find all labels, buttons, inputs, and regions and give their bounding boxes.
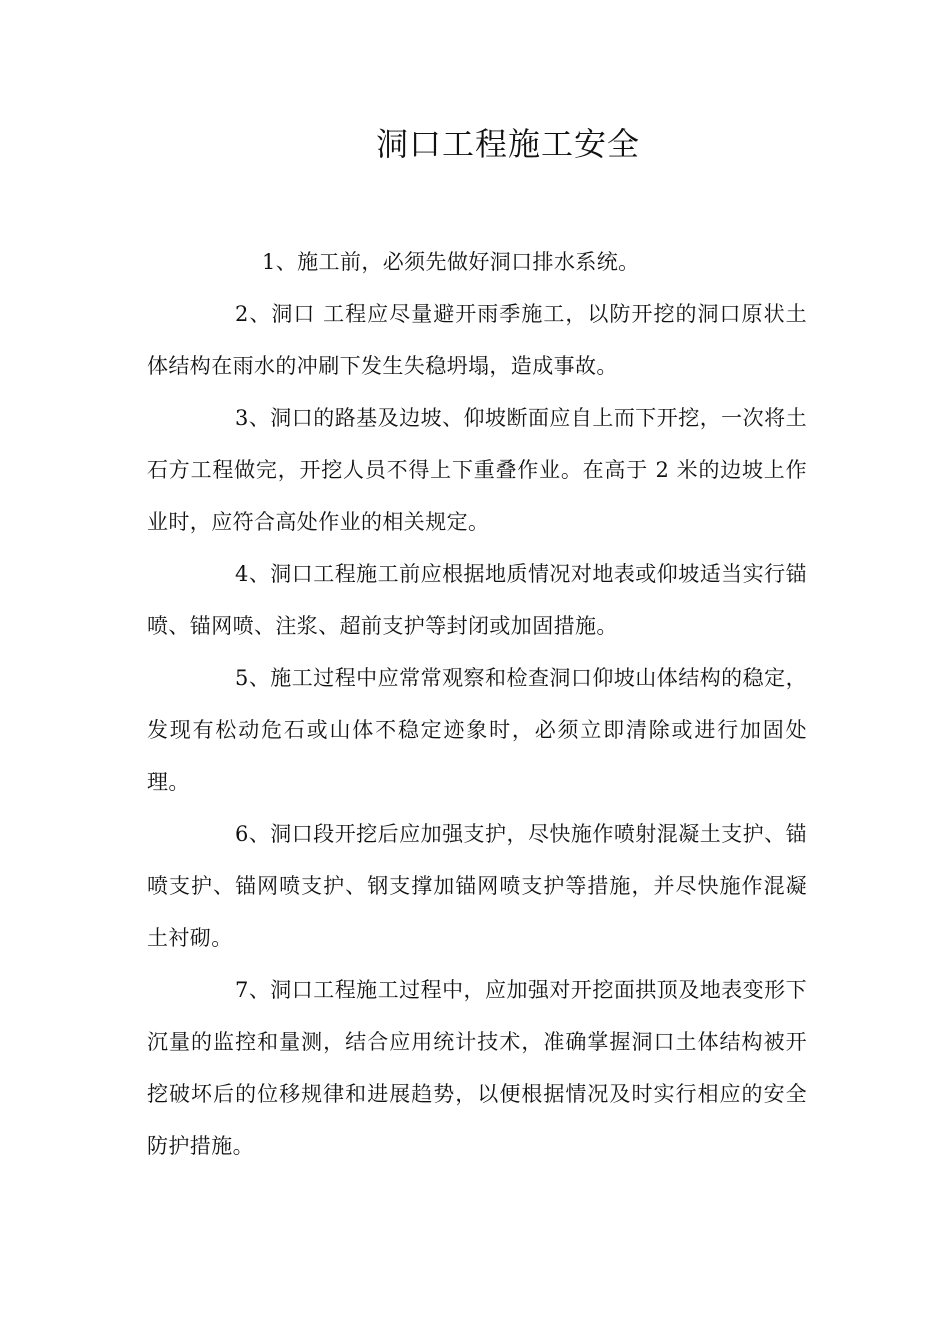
paragraph-7: 7、洞口工程施工过程中，应加强对开挖面拱顶及地表变形下沉量的监控和量测，结合应用统计技术，准确掌握洞口土体结构被开挖破坏后的位移规律和进展趋势，以便根据情况及时实行相应的安全防护措施。: [147, 978, 807, 1158]
document-body: [147, 236, 807, 1172]
paragraph-1: 1、施工前，必须先做好洞口排水系统。: [262, 250, 640, 274]
paragraph-6: 6、洞口段开挖后应加强支护，尽快施作喷射混凝土支护、锚喷支护、锚网喷支护、钢支撑加锚网喷支护等措施，并尽快施作混凝土衬砌。: [147, 822, 807, 950]
paragraph-3: 3、洞口的路基及边坡、仰坡断面应自上而下开挖，一次将土石方工程做完，开挖人员不得上下重叠作业。在高于 2 米的边坡上作业时，应符合高处作业的相关规定。: [147, 406, 807, 534]
paragraph-2: 2、洞口 工程应尽量避开雨季施工，以防开挖的洞口原状土体结构在雨水的冲刷下发生失稳坍塌，造成事故。: [147, 302, 807, 378]
paragraph-5: 5、施工过程中应常常观察和检查洞口仰坡山体结构的稳定，发现有松动危石或山体不稳定迹象时，必须立即清除或进行加固处理。: [147, 666, 807, 794]
document-title: 洞口工程施工安全: [375, 125, 640, 163]
paragraph-4: 4、洞口工程施工前应根据地质情况对地表或仰坡适当实行锚喷、锚网喷、注浆、超前支护等封闭或加固措施。: [147, 562, 807, 638]
